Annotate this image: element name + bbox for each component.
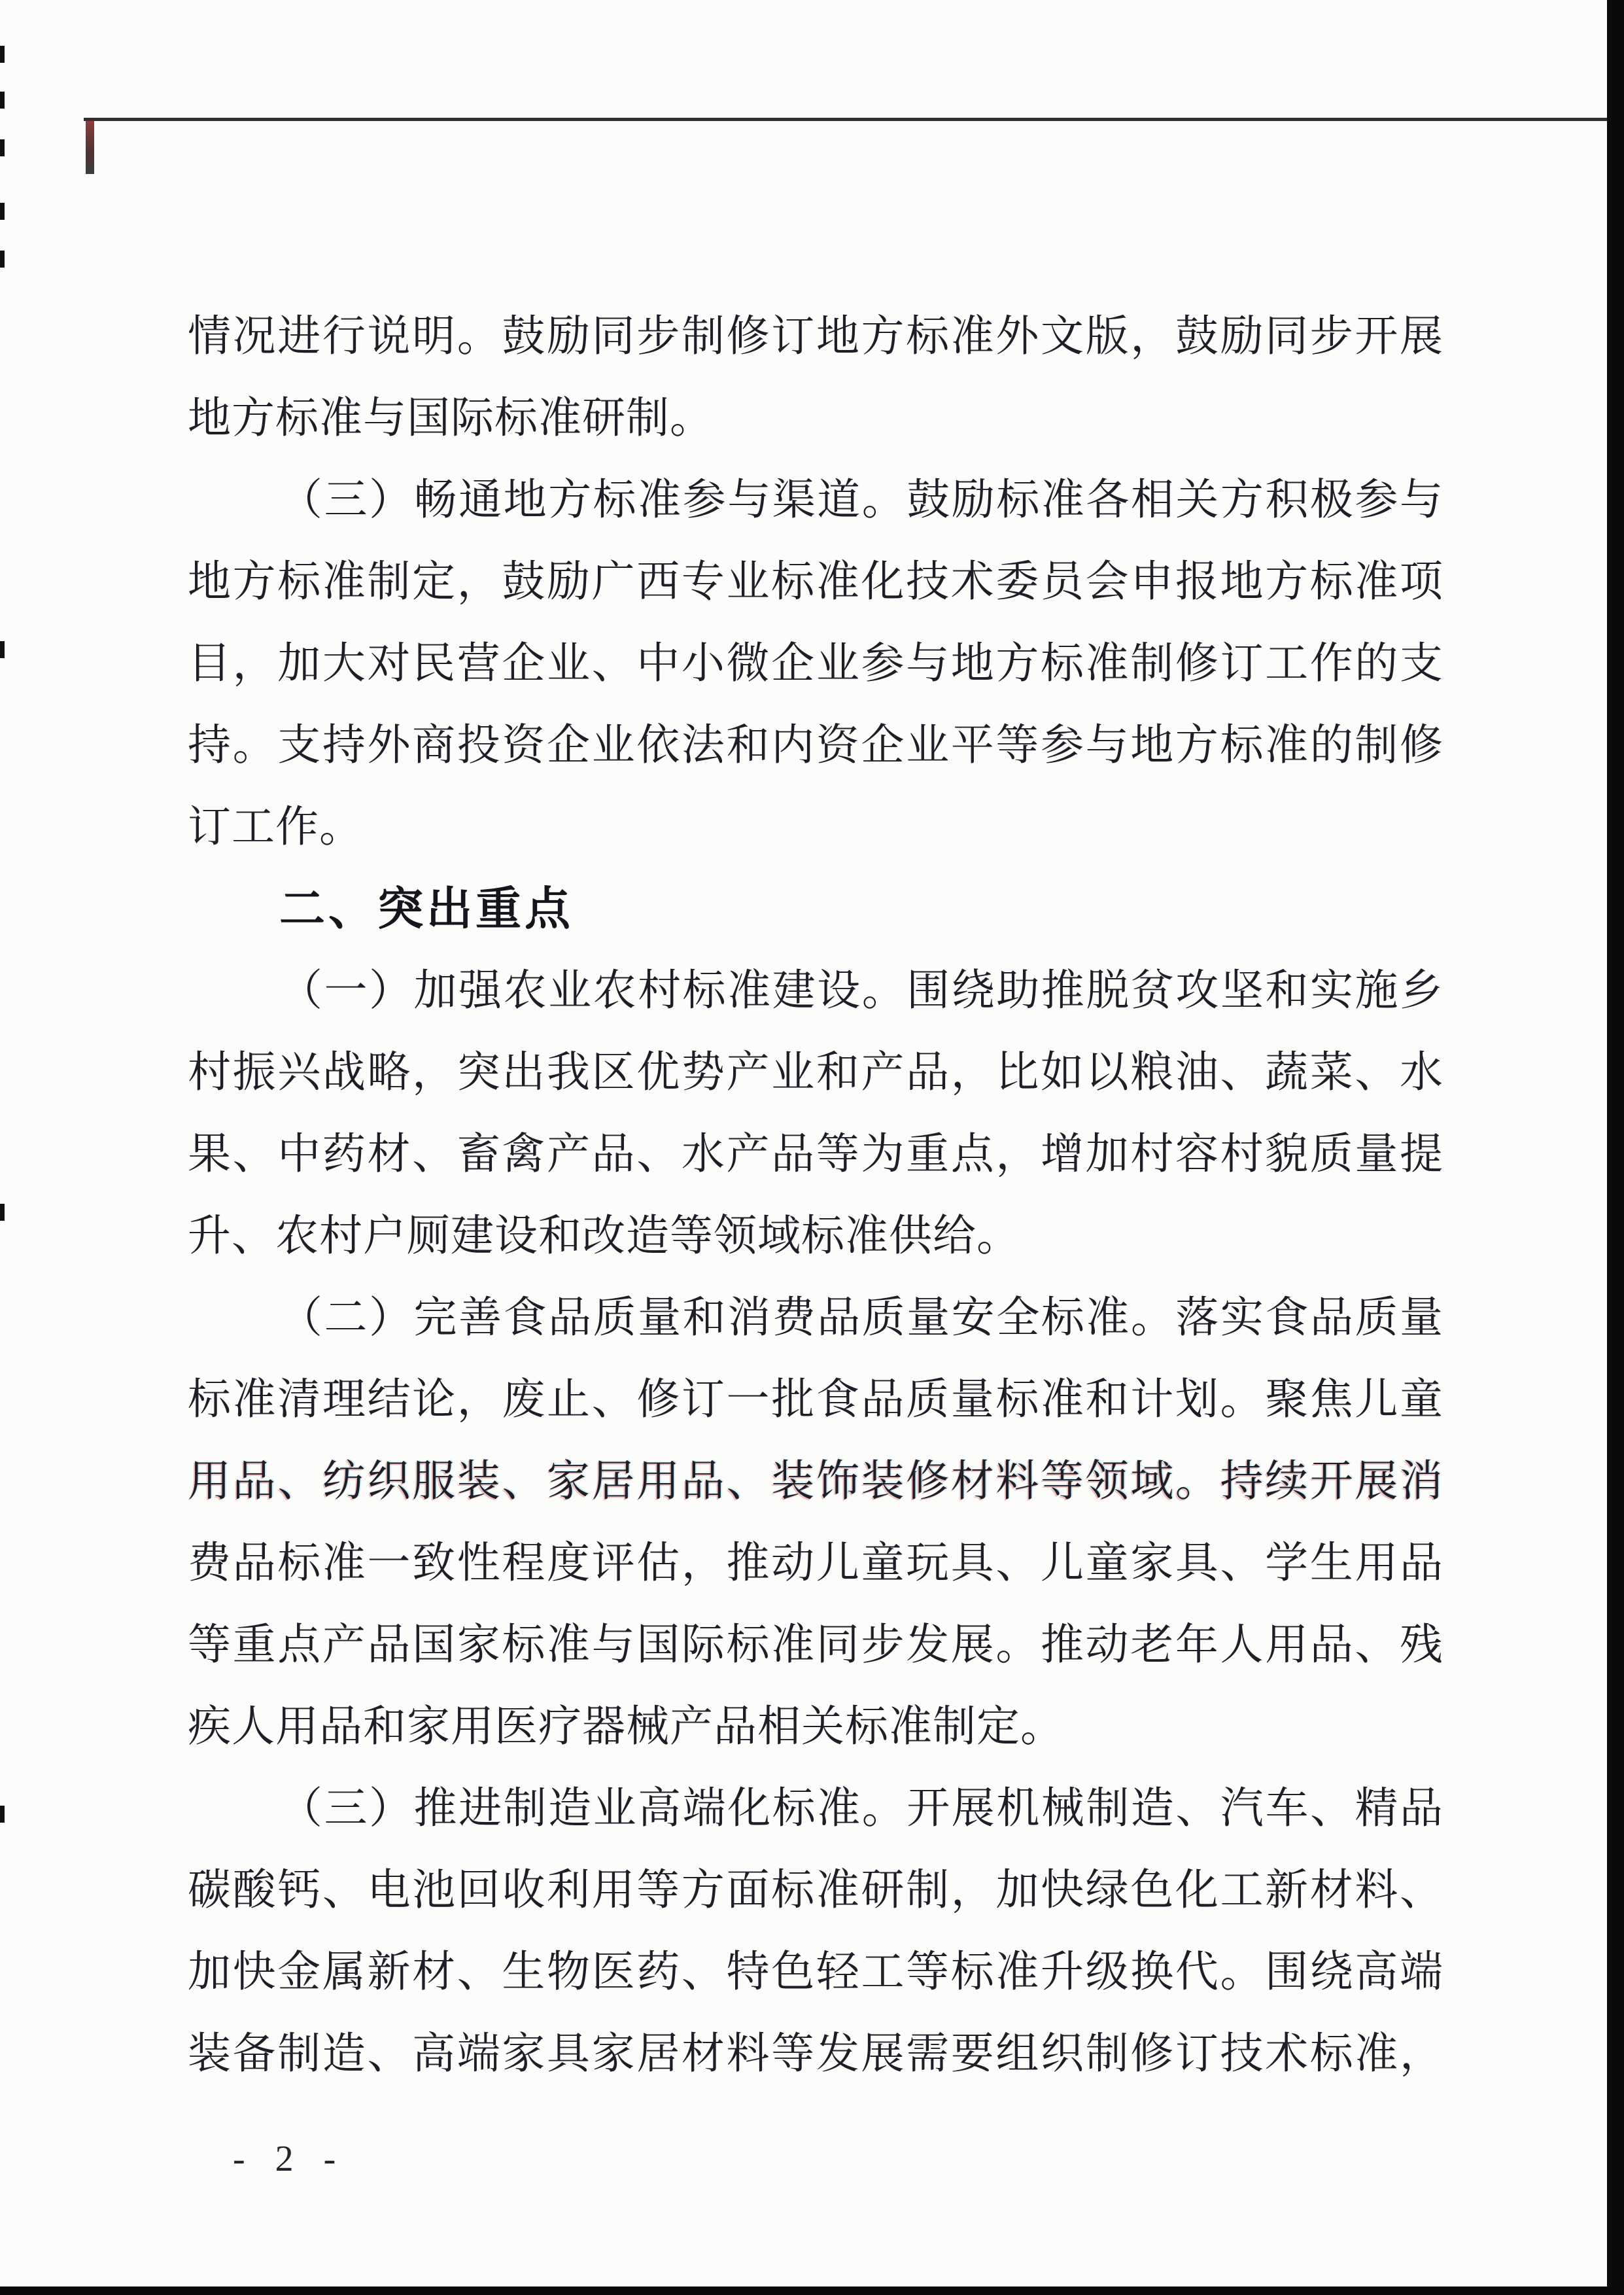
scan-edge-dash [0,139,5,156]
scan-edge-dash [0,1204,5,1221]
text-line: 标准清理结论，废止、修订一批食品质量标准和计划。聚焦儿童 [188,1376,1443,1424]
scan-edge-right [1607,0,1624,2295]
section-heading: 二、突出重点 [279,883,574,934]
scan-edge-dash [0,46,5,63]
document-body [188,296,1443,2095]
text-line: 装备制造、高端家具家居材料等发展需要组织制修订技术标准， [188,2030,1443,2078]
text-line: 订工作。 [188,803,363,851]
text-line: 地方标准与国际标准研制。 [188,394,714,442]
text-line: 村振兴战略，突出我区优势产业和产品，比如以粮油、蔬菜、水 [188,1049,1443,1096]
text-line: 疾人用品和家用医疗器械产品相关标准制定。 [188,1703,1064,1751]
scan-edge-dash [0,1806,5,1823]
scan-edge-dash [0,641,5,658]
text-line: 费品标准一致性程度评估，推动儿童玩具、儿童家具、学生用品 [188,1539,1443,1587]
scan-fold-line [84,118,1607,121]
page-number: - 2 - [233,2139,347,2179]
text-line: 加快金属新材、生物医药、特色轻工等标准升级换代。围绕高端 [188,1948,1443,1996]
scan-edge-dash [0,203,5,220]
text-line: 等重点产品国家标准与国际标准同步发展。推动老年人用品、残 [188,1621,1443,1669]
scan-edge-dash [0,251,5,268]
text-line: 果、中药材、畜禽产品、水产品等为重点，增加村容村貌质量提 [188,1130,1443,1178]
paragraph-first-line: （三）推进制造业高端化标准。开展机械制造、汽车、精品 [279,1785,1443,1832]
text-line: 升、农村户厕建设和改造等领域标准供给。 [188,1212,1020,1260]
text-line: 用品、纺织服装、家居用品、装饰装修材料等领域。持续开展消 [188,1458,1443,1505]
text-line: 碳酸钙、电池回收利用等方面标准研制，加快绿色化工新材料、 [188,1866,1443,1914]
scan-edge-dash [0,92,5,109]
text-line: 情况进行说明。鼓励同步制修订地方标准外文版，鼓励同步开展 [188,313,1443,360]
paragraph-first-line: （二）完善食品质量和消费品质量安全标准。落实食品质量 [279,1294,1443,1342]
text-line: 目，加大对民营企业、中小微企业参与地方标准制修订工作的支 [188,640,1443,688]
paragraph-first-line: （一）加强农业农村标准建设。围绕助推脱贫攻坚和实施乡 [279,967,1443,1015]
scan-color-streak [86,120,94,174]
text-line: 地方标准制定，鼓励广西专业标准化技术委员会申报地方标准项 [188,558,1443,606]
scan-edge-bottom [0,2286,1624,2295]
paragraph-first-line: （三）畅通地方标准参与渠道。鼓励标准各相关方积极参与 [279,476,1443,524]
text-line: 持。支持外商投资企业依法和内资企业平等参与地方标准的制修 [188,722,1443,769]
